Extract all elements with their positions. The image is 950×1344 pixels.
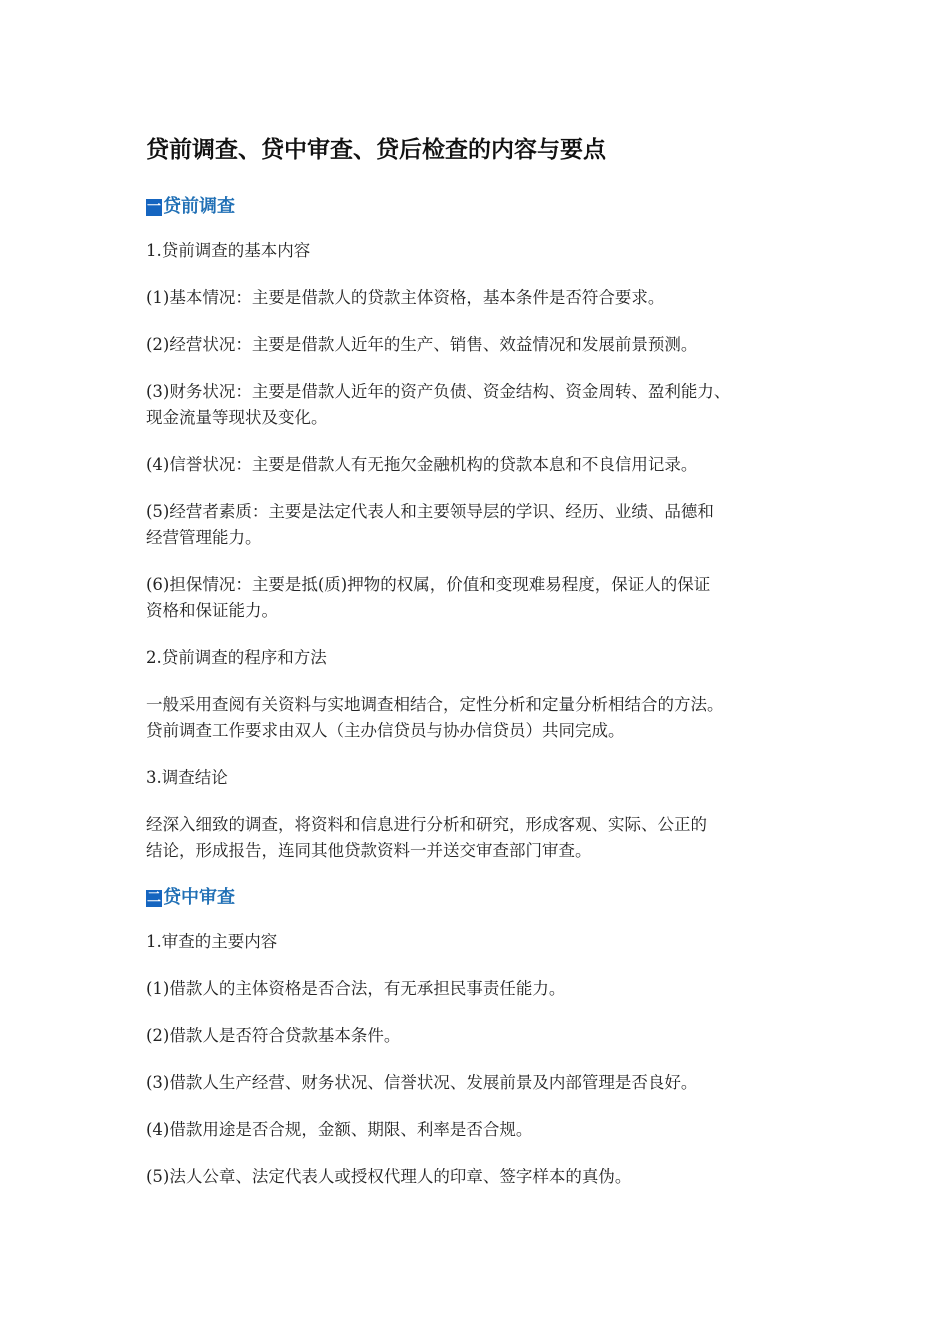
paragraph: [146, 645, 826, 671]
paragraph: [146, 452, 826, 478]
document-body: [146, 194, 826, 1190]
section-heading-text: 贷前调查: [163, 196, 235, 217]
section-number: 二: [147, 890, 161, 906]
paragraph: [146, 692, 826, 744]
paragraph: [146, 765, 826, 791]
paragraph: [146, 238, 826, 264]
paragraph-line: (5)法人公章、法定代表人或授权代理人的印章、签字样本的真伪。: [146, 1167, 632, 1186]
section-heading: [146, 885, 826, 911]
paragraph-line: 1.贷前调查的基本内容: [146, 241, 311, 260]
paragraph: [146, 285, 826, 311]
paragraph: [146, 572, 826, 624]
paragraph: [146, 976, 826, 1002]
paragraph-line: (4)信誉状况：主要是借款人有无拖欠金融机构的贷款本息和不良信用记录。: [146, 455, 698, 474]
paragraph-line: (3)财务状况：主要是借款人近年的资产负债、资金结构、资金周转、盈利能力、: [146, 382, 731, 401]
paragraph-line: (1)借款人的主体资格是否合法，有无承担民事责任能力。: [146, 979, 566, 998]
paragraph-line: 2.贷前调查的程序和方法: [146, 648, 327, 667]
paragraph-line: 1.审查的主要内容: [146, 932, 278, 951]
paragraph-line: 结论，形成报告，连同其他贷款资料一并送交审查部门审查。: [146, 841, 592, 860]
paragraph-line: 经深入细致的调查，将资料和信息进行分析和研究，形成客观、实际、公正的: [146, 815, 707, 834]
paragraph: [146, 499, 826, 551]
paragraph-line: 3.调查结论: [146, 768, 228, 787]
paragraph-line: 一般采用查阅有关资料与实地调查相结合，定性分析和定量分析相结合的方法。: [146, 695, 724, 714]
paragraph-line: 资格和保证能力。: [146, 601, 278, 620]
paragraph-line: (2)经营状况：主要是借款人近年的生产、销售、效益情况和发展前景预测。: [146, 335, 698, 354]
paragraph-line: (3)借款人生产经营、财务状况、信誉状况、发展前景及内部管理是否良好。: [146, 1073, 698, 1092]
paragraph-line: 现金流量等现状及变化。: [146, 408, 328, 427]
paragraph: [146, 1023, 826, 1049]
paragraph: [146, 1070, 826, 1096]
document-page: [146, 132, 826, 1211]
section-number: 一: [147, 199, 161, 215]
paragraph: [146, 929, 826, 955]
paragraph: [146, 1117, 826, 1143]
paragraph: [146, 1164, 826, 1190]
paragraph-line: 贷前调查工作要求由双人（主办信贷员与协办信贷员）共同完成。: [146, 721, 625, 740]
paragraph-line: (6)担保情况：主要是抵(质)押物的权属，价值和变现难易程度，保证人的保证: [146, 575, 711, 594]
paragraph: [146, 812, 826, 864]
paragraph-line: 经营管理能力。: [146, 528, 262, 547]
paragraph-line: (1)基本情况：主要是借款人的贷款主体资格，基本条件是否符合要求。: [146, 288, 665, 307]
section-heading-text: 贷中审查: [163, 887, 235, 908]
document-title: 贷前调查、贷中审查、贷后检查的内容与要点: [146, 136, 606, 163]
paragraph: [146, 332, 826, 358]
paragraph-line: (5)经营者素质：主要是法定代表人和主要领导层的学识、经历、业绩、品德和: [146, 502, 714, 521]
paragraph-line: (2)借款人是否符合贷款基本条件。: [146, 1026, 401, 1045]
paragraph-line: (4)借款用途是否合规，金额、期限、利率是否合规。: [146, 1120, 533, 1139]
paragraph: [146, 379, 826, 431]
section-heading: [146, 194, 826, 220]
